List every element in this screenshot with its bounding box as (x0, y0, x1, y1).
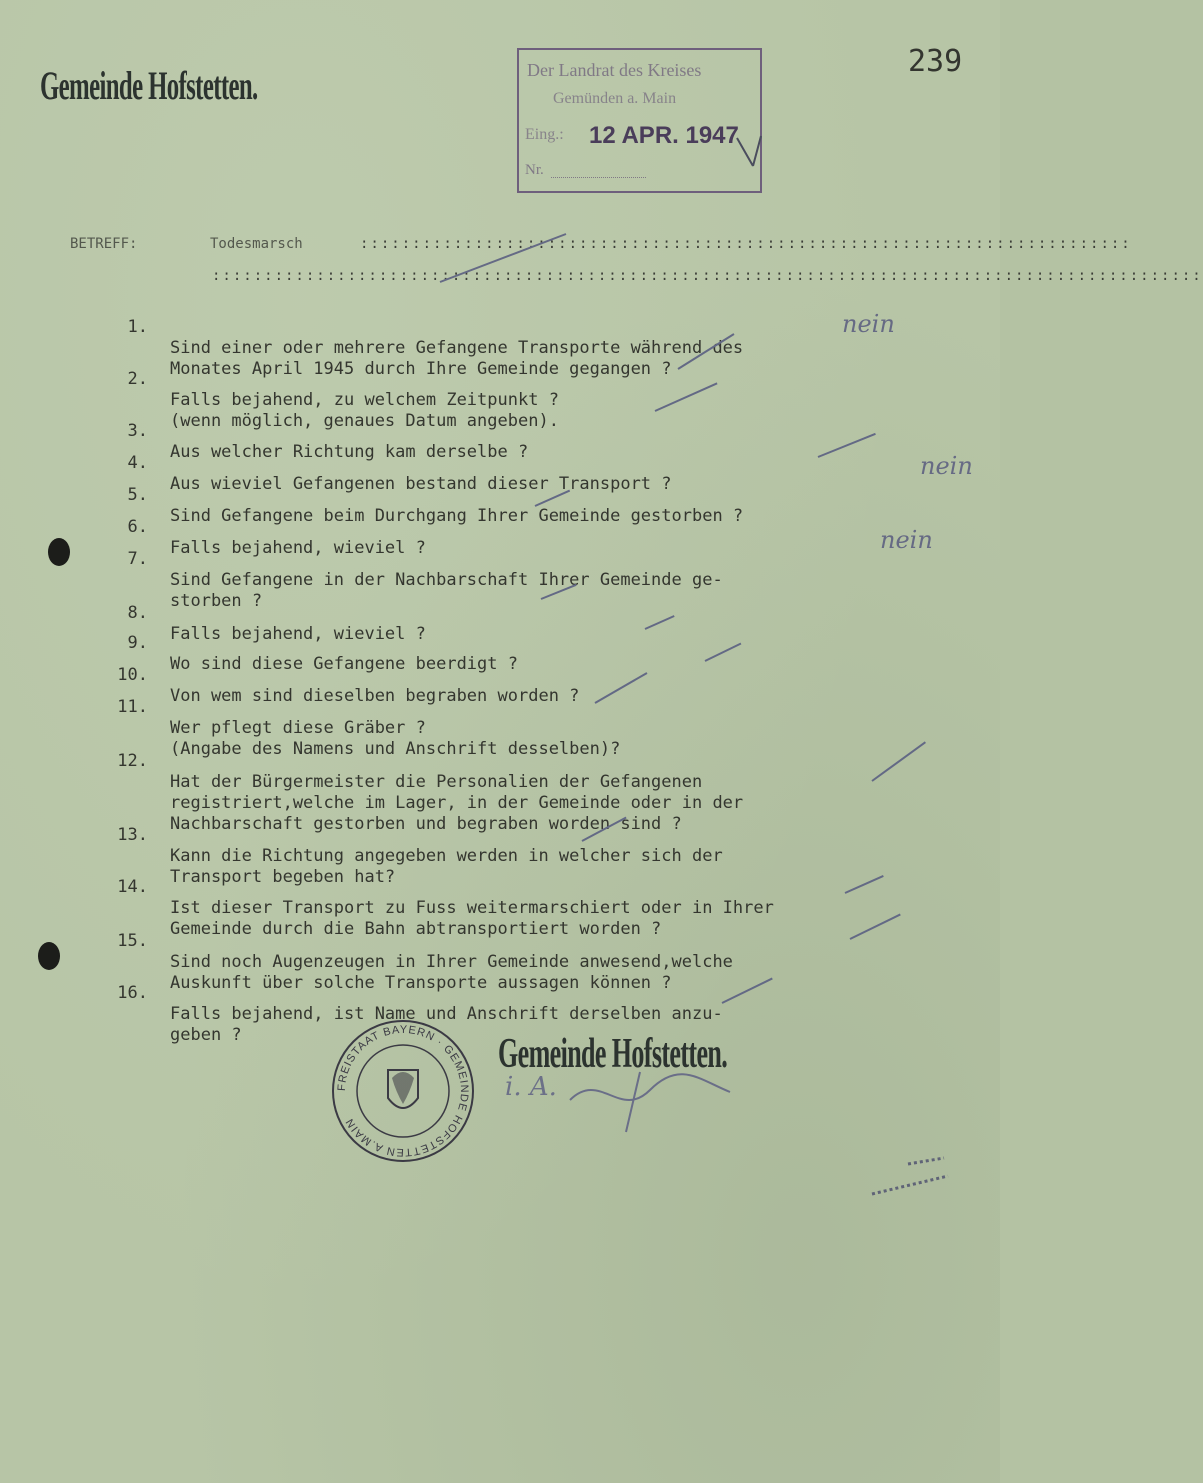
subject-strike-mark (436, 228, 576, 288)
question-text: Wer pflegt diese Gräber ? (Angabe des Namens und Anschrift desselben)? (170, 718, 621, 759)
question-number: 1. (127, 317, 148, 337)
question-number: 5. (127, 485, 148, 505)
ink-smudge (868, 1150, 958, 1200)
question-text: Aus welcher Richtung kam derselbe ? (170, 442, 529, 462)
seal-text: FREISTAAT BAYERN · GEMEINDE HOFSTETTEN A.MAIN (335, 1023, 471, 1159)
stamp-number-label: Nr. (525, 162, 544, 178)
answer-dash-mark (645, 615, 675, 630)
question-text: Ist dieser Transport zu Fuss weitermarschiert oder in Ihrer Gemeinde durch die Bahn abtransportiert worden ? (170, 898, 774, 939)
stamp-tick-mark (735, 132, 765, 172)
question-text: Falls bejahend, ist Name und Anschrift derselben anzu- geben ? (170, 1004, 723, 1045)
question-number: 15. (117, 931, 148, 951)
dotted-fill-line: ::::::::::::::::::::::::::::::::::::::::::::::::::::::::::::::::::::::::::::::::::::::::::::::: (212, 268, 1203, 284)
answer-dash-mark (871, 741, 926, 781)
question-number: 11. (117, 697, 148, 717)
punch-hole (38, 942, 60, 970)
question-number: 6. (127, 517, 148, 537)
question-number: 10. (117, 665, 148, 685)
question-number: 14. (117, 877, 148, 897)
question-text: Sind Gefangene beim Durchgang Ihrer Gemeinde gestorben ? (170, 506, 744, 526)
dotted-fill-line: :::::::::::::::::::::::::::::::::::::::::::::::::::::::::::::::::::::::::: (360, 236, 1132, 252)
answer-dash-mark (850, 914, 901, 940)
answer-dash-mark (818, 433, 876, 458)
letterhead: Gemeinde Hofstetten. (40, 63, 258, 108)
answer-dash-mark (595, 672, 648, 704)
question-text: Sind Gefangene in der Nachbarschaft Ihrer Gemeinde ge- storben ? (170, 570, 723, 611)
answer-dash-mark (845, 875, 884, 894)
stamp-town: Gemünden a. Main (553, 90, 677, 107)
question-text: Sind einer oder mehrere Gefangene Transporte während des Monates April 1945 durch Ihre Gemeinde gegangen ? (170, 338, 744, 379)
signature-municipality-stamp: Gemeinde Hofstetten. (498, 1031, 728, 1077)
question-number: 12. (117, 751, 148, 771)
question-number: 7. (127, 549, 148, 569)
answer-question-1: nein (842, 310, 895, 338)
question-text: Falls bejahend, wieviel ? (170, 538, 426, 558)
answer-dash-mark (705, 643, 742, 662)
punch-hole (48, 538, 70, 566)
question-text: Hat der Bürgermeister die Personalien der Gefangenen registriert,welche im Lager, in der Gemeinde oder in der Nachbarschaft gestorben und begraben worden sind ? (170, 772, 744, 834)
question-number: 13. (117, 825, 148, 845)
answer-question-7: nein (880, 526, 933, 554)
answer-question-5: nein (920, 452, 973, 480)
subject-line (70, 236, 303, 252)
question-number: 3. (127, 421, 148, 441)
question-text: Sind noch Augenzeugen in Ihrer Gemeinde anwesend,welche Auskunft über solche Transporte aussagen können ? (170, 952, 733, 993)
municipal-seal (330, 1018, 476, 1164)
question-number: 8. (127, 603, 148, 623)
question-text: Falls bejahend, zu welchem Zeitpunkt ? (wenn möglich, genaues Datum angeben). (170, 390, 559, 431)
question-number: 9. (127, 633, 148, 653)
question-text: Von wem sind dieselben begraben worden ? (170, 686, 580, 706)
question-number: 16. (117, 983, 148, 1003)
subject-text: Todesmarsch (210, 236, 303, 252)
handwritten-signature (560, 1050, 760, 1140)
question-text: Wo sind diese Gefangene beerdigt ? (170, 654, 518, 674)
stamp-office: Der Landrat des Kreises (527, 60, 702, 80)
stamp-received-label: Eing.: (525, 126, 564, 143)
stamp-date: 12 APR. 1947 (589, 122, 739, 149)
page-number: 239 (908, 44, 963, 79)
question-number: 4. (127, 453, 148, 473)
question-text: Falls bejahend, wieviel ? (170, 624, 426, 644)
signature-prefix: i. A. (505, 1072, 557, 1102)
question-text: Kann die Richtung angegeben werden in welcher sich der Transport begeben hat? (170, 846, 723, 887)
question-text: Aus wieviel Gefangenen bestand dieser Transport ? (170, 474, 672, 494)
subject-label: BETREFF: (70, 236, 138, 252)
receipt-stamp (517, 48, 762, 193)
question-number: 2. (127, 369, 148, 389)
answer-dash-mark (655, 382, 718, 411)
